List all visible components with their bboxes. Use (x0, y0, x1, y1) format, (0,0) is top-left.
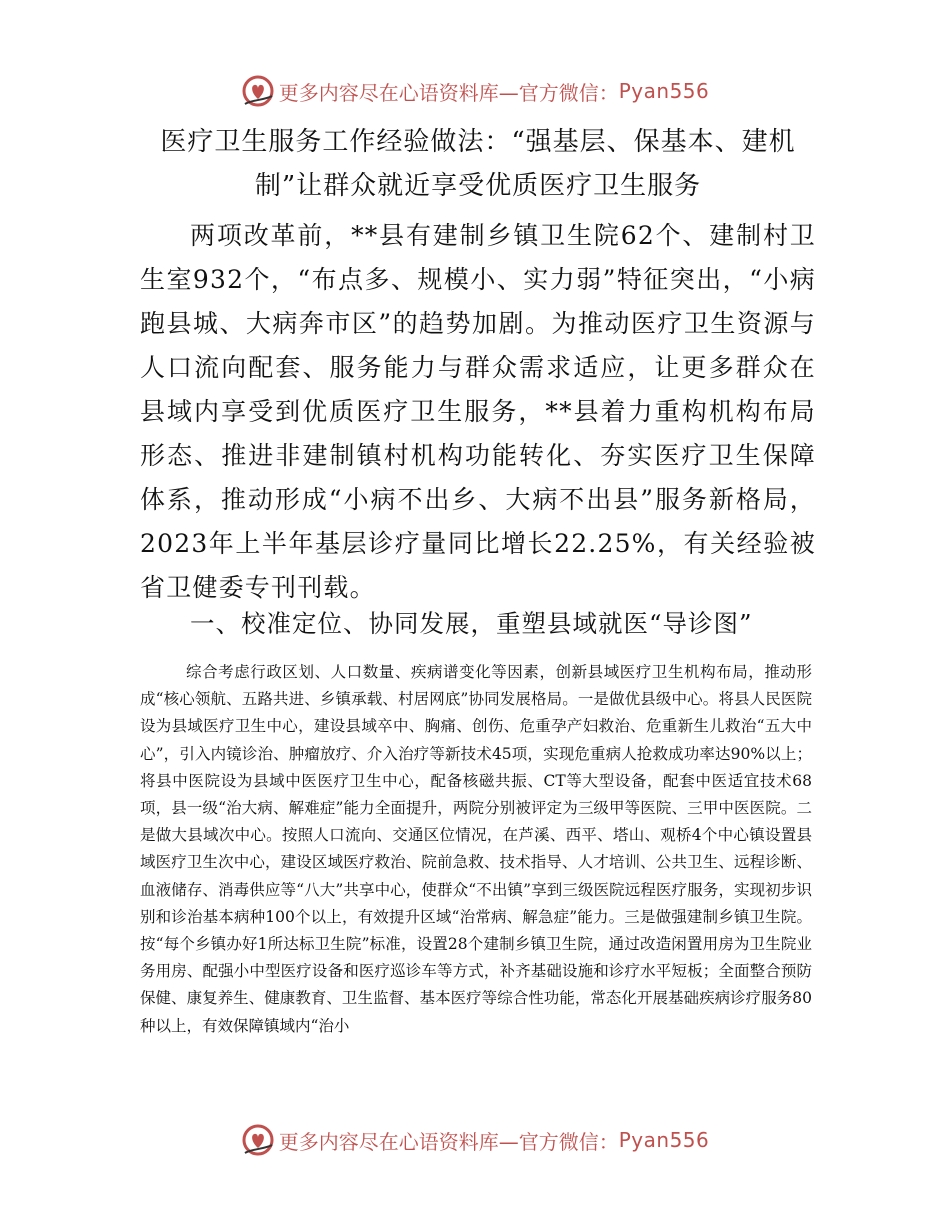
heart-logo-icon (241, 74, 275, 108)
section-body: 综合考虑行政区划、人口数量、疾病谱变化等因素，创新县域医疗卫生机构布局，推动形成“核心领航、五路共进、乡镇承载、村居网底”协同发展格局。一是做优县级中心。将县人民医院设为县域医疗卫生中心，建设县域卒中、胸痛、创伤、危重孕产妇救治、危重新生儿救治“五大中心”，引入内镜诊治、肿瘤放疗、介入治疗等新技术45项，实现危重病人抢救成功率达90%以上；将县中医院设为县域中医医疗卫生中心，配备核磁共振、CT等大型设备，配套中医适宜技术68项，县一级“治大病、解难症”能力全面提升，两院分别被评定为三级甲等医院、三甲中医医院。二是做大县域次中心。按照人口流向、交通区位情况，在芦溪、西平、塔山、观桥4个中心镇设置县域医疗卫生次中心，建设区域医疗救治、院前急救、技术指导、人才培训、公共卫生、远程诊断、血液储存、消毒供应等“八大”共享中心，使群众“不出镇”享到三级医院远程医疗服务，实现初步识别和诊治基本病种100个以上，有效提升区域“治常病、解急症”能力。三是做强建制乡镇卫生院。按“每个乡镇办好1所达标卫生院”标准，设置28个建制乡镇卫生院，通过改造闲置用房为卫生院业务用房、配强小中型医疗设备和医疗巡诊车等方式，补齐基础设施和诊疗水平短板；全面整合预防保健、康复养生、健康教育、卫生监督、基本医疗等综合性功能，常态化开展基础疾病诊疗服务80种以上，有效保障镇域内“治小 (140, 663, 812, 1035)
watermark-wechat-id: Pyan556 (618, 79, 710, 103)
watermark-text: 更多内容尽在心语资料库—官方微信： (278, 1129, 619, 1154)
watermark-footer (0, 1122, 950, 1158)
section-heading: 一、校准定位、协同发展，重塑县域就医“导诊图” (190, 609, 753, 638)
intro-paragraph: 两项改革前，**县有建制乡镇卫生院62个、建制村卫生室932个，“布点多、规模小、实力弱”特征突出，“小病跑县城、大病奔市区”的趋势加剧。为推动医疗卫生资源与人口流向配套、服务能力与群众需求适应，让更多群众在县域内享受到优质医疗卫生服务，**县着力重构机构布局形态、推进非建制镇村机构功能转化、夯实医疗卫生保障体系，推动形成“小病不出乡、大病不出县”服务新格局，2023年上半年基层诊疗量同比增长22.25%，有关经验被省卫健委专刊刊载。 (140, 221, 816, 602)
watermark-wechat-id: Pyan556 (618, 1128, 710, 1152)
watermark-header (0, 73, 950, 109)
watermark-text: 更多内容尽在心语资料库—官方微信： (278, 80, 619, 105)
page-title: 医疗卫生服务工作经验做法：“强基层、保基本、建机制”让群众就近享受优质医疗卫生服务 (160, 127, 796, 201)
heart-logo-icon (241, 1123, 275, 1157)
